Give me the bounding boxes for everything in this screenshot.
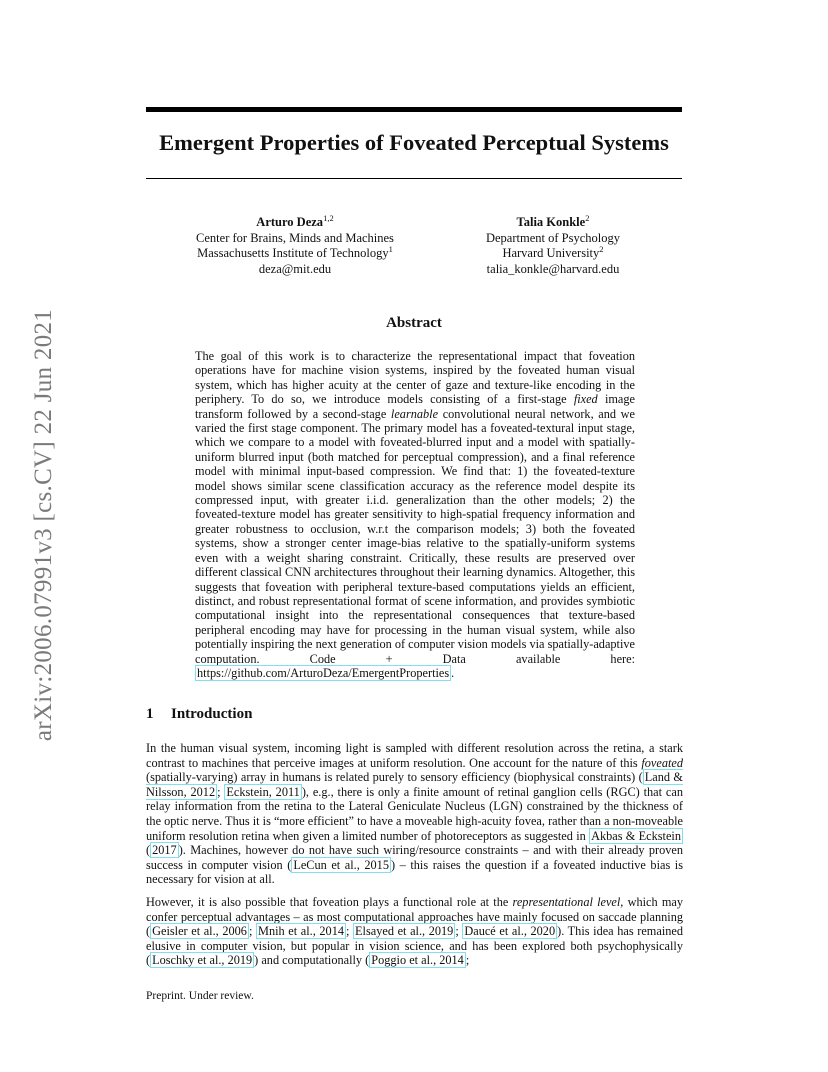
author-email: talia_konkle@harvard.edu [486, 261, 620, 276]
citation-link[interactable]: Akbas & Eckstein [591, 828, 681, 843]
paper-title: Emergent Properties of Foveated Perceptual Systems [159, 130, 669, 155]
author-affiliation: Department of Psychology [485, 230, 620, 245]
author-block-1 [165, 212, 425, 277]
intro-paragraph-1: In the human visual system, incoming light is sampled with different resolution across the retina, a stark contrast to machines that perceive images at uniform resolution. One account for the nature of this foveated (spatially-varying) array in humans is related purely to sensory efficiency (biophysical constraints) ( Land & Nilsson, 2012 ; Eckstein, 2011 ), e.g., there is only a finite amount of retinal ganglion cells (RGC) that can relay information from the retina to the Lateral Geniculate Nucleus (LGN) constrained by the thickness of the optic nerve. Thus it is “more efficient” to have a moveable high-acuity fovea, rather than a non-moveable uniform resolution retina when given a limited number of photoreceptors as suggested in Akbas & Eckstein ( 2017 ). Machines, however do not have such wiring/resource constraints – and with their already proven success in computer vision ( LeCun et al., 2015 ) – this raises the question if a foveated inductive bias is necessary for vision at all. [146, 741, 683, 887]
section-heading-introduction [146, 706, 252, 723]
author-affiliation: Massachusetts Institute of Technology [197, 246, 389, 260]
citation-link[interactable]: Eckstein, 2011 [226, 784, 300, 799]
arxiv-stamp-text: arXiv:2006.07991v3 [cs.CV] 22 Jun 2021 [30, 308, 57, 742]
citation-link[interactable]: Geisler et al., 2006 [152, 924, 247, 939]
citation-link[interactable]: Land & Nilsson, 2012 [146, 770, 683, 799]
section-title: Introduction [171, 706, 253, 722]
author-block-2 [423, 212, 683, 277]
citation-link[interactable]: Mnih et al., 2014 [258, 924, 344, 939]
citation-link[interactable]: Elsayed et al., 2019 [355, 924, 454, 939]
intro-paragraph-2: However, it is also possible that foveation plays a functional role at the representational level, which may confer perceptual advantages – as most computational approaches have mainly focused on saccade planning ( Geisler et al., 2006 ; Mnih et al., 2014 ; Elsayed et al., 2019 ; Daucé et al., 2020 ). This idea has remained elusive in computer vision, but popular in vision science, and has been explored both psychophysically ( Loschky et al., 2019 ) and computationally ( Poggio et al., 2014 ; [146, 895, 683, 968]
code-url-link[interactable]: https://github.com/ArturoDeza/EmergentProperties [197, 665, 450, 680]
author-affiliation: Harvard University [502, 246, 600, 260]
citation-link[interactable]: LeCun et al., 2015 [293, 857, 389, 872]
citation-link[interactable]: Loschky et al., 2019 [152, 953, 253, 968]
author-sup: 1,2 [323, 212, 334, 223]
title-top-rule [146, 107, 682, 112]
citation-link[interactable]: Poggio et al., 2014 [371, 953, 464, 968]
citation-link[interactable]: 2017 [152, 843, 177, 858]
footer-note: Preprint. Under review. [146, 990, 254, 1002]
affiliation-sup: 2 [599, 243, 604, 254]
arxiv-stamp [22, 290, 66, 760]
author-name: Arturo Deza [256, 215, 324, 229]
author-email: deza@mit.edu [258, 261, 332, 276]
affiliation-sup: 1 [388, 243, 393, 254]
citation-link[interactable]: Daucé et al., 2020 [464, 924, 556, 939]
section-number: 1 [146, 706, 154, 722]
author-affiliation: Center for Brains, Minds and Machines [196, 230, 394, 245]
abstract-heading: Abstract [386, 315, 442, 331]
abstract-text: The goal of this work is to characterize the representational impact that foveation operations have for machine vision systems, inspired by the foveated human visual system, which has higher acuity at the center of gaze and texture-like encoding in the periphery. To do so, we introduce models consisting of a first-stage fixed image transform followed by a second-stage learnable convolutional neural network, and we varied the first stage component. The primary model has a foveated-textural input stage, which we compare to a model with foveated-blurred input and a model with spatially-uniform blurred input (both matched for perceptual compression), and a final reference model with minimal input-based compression. We find that: 1) the foveated-texture model shows similar scene classification accuracy as the reference model despite its compressed input, with greater i.i.d. generalization than the other models; 2) the foveated-texture model has greater sensitivity to high-spatial frequency information and greater robustness to occlusion, w.r.t the comparison models; 3) both the foveated systems, show a stronger center image-bias relative to the spatially-uniform systems even with a weight sharing constraint. Critically, these results are preserved over different classical CNN architectures throughout their learning dynamics. Altogether, this suggests that foveation with peripheral texture-based computations yields an efficient, distinct, and robust representational format of scene information, and provides symbiotic computational insight into the representational consequences that texture-based peripheral encoding may have for processing in the human visual system, while also potentially inspiring the next generation of computer vision models via spatially-adaptive computation. Code + Data available here: https://github.com/ArturoDeza/EmergentProperties . [195, 349, 635, 680]
author-name: Talia Konkle [516, 215, 586, 229]
author-sup: 2 [585, 212, 590, 223]
title-bottom-rule [146, 178, 682, 179]
